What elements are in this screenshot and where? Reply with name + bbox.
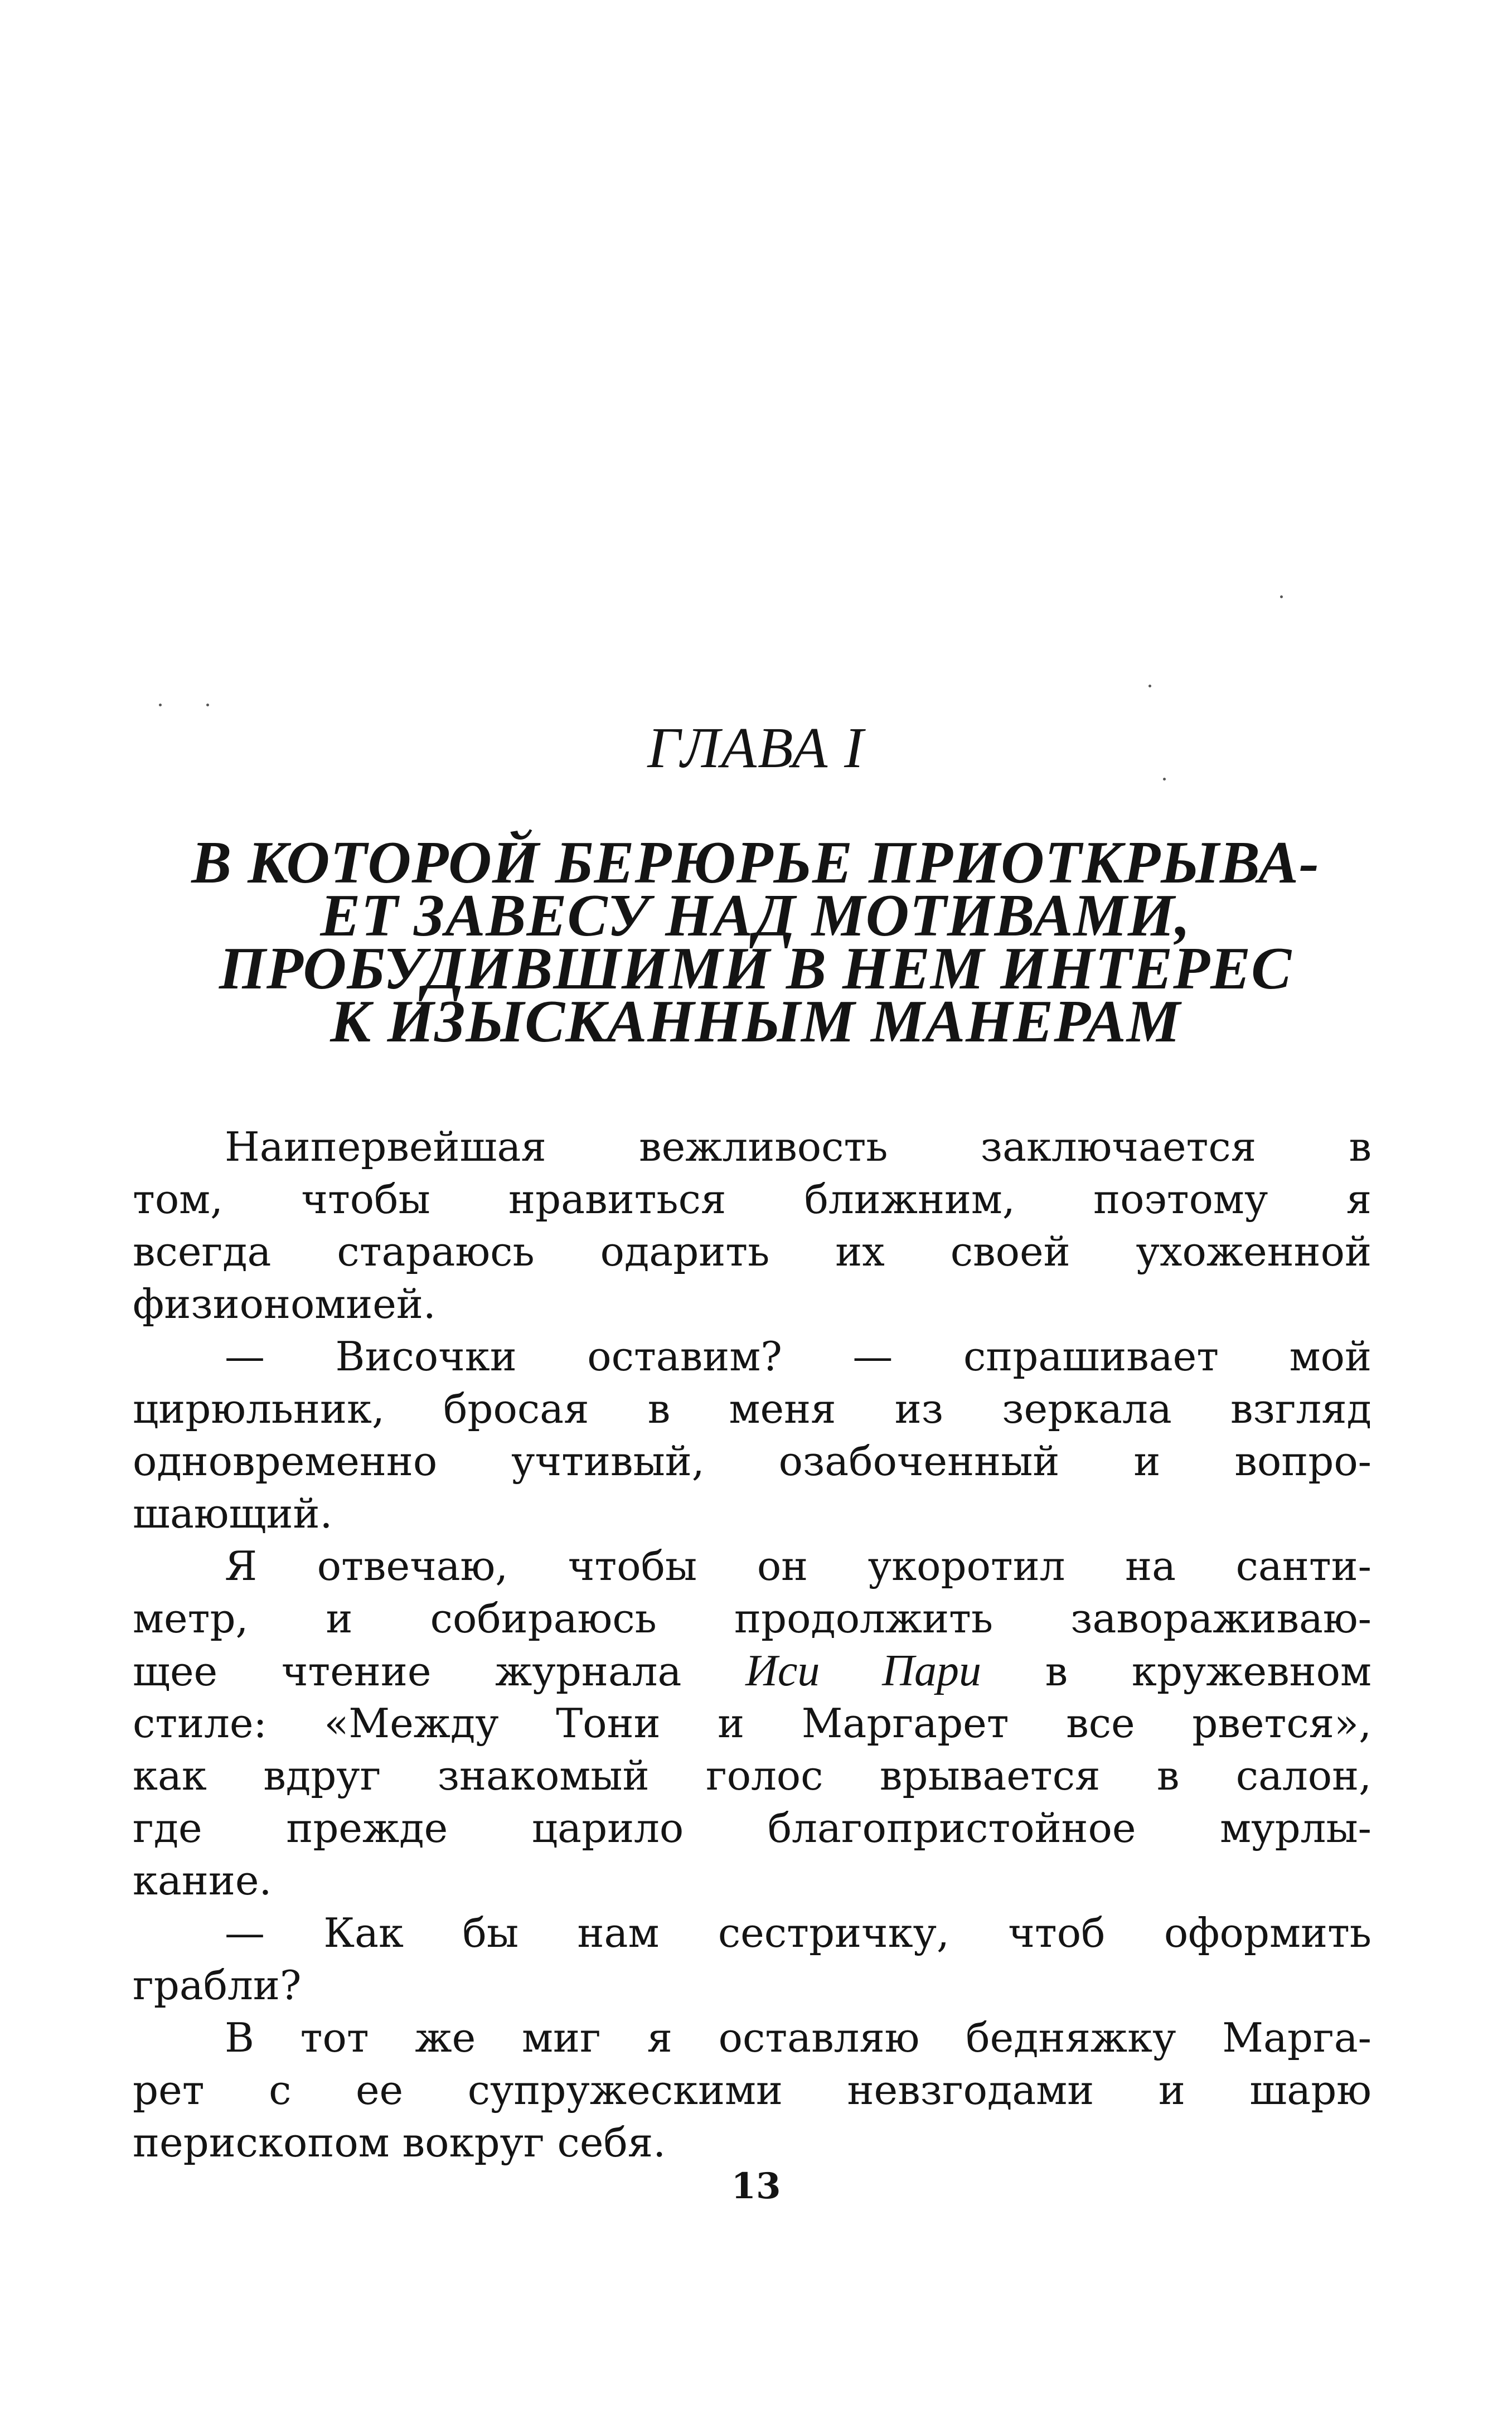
text-line: Я отвечаю, чтобы он укоротил на санти- (225, 1543, 1372, 1589)
text-line: перископом вокруг себя. (133, 2119, 666, 2166)
chapter-title-line: В КОТОРОЙ БЕРЮРЬЕ ПРИОТКРЫВА- (191, 830, 1320, 896)
page-number: 13 (731, 2165, 781, 2207)
print-speck (1280, 595, 1283, 598)
text-line: как вдруг знакомый голос врывается в салон, (133, 1752, 1372, 1799)
text-line: — Как бы нам сестричку, чтоб оформить (225, 1909, 1372, 1956)
text-line: метр, и собираюсь продолжить завораживаю- (133, 1595, 1372, 1642)
text-fragment: в кружевном (1045, 1648, 1372, 1695)
print-speck (206, 704, 209, 706)
chapter-title-line: ЕТ ЗАВЕСУ НАД МОТИВАМИ, (320, 883, 1191, 949)
text-line: одновременно учтивый, озабоченный и вопро- (133, 1438, 1372, 1485)
print-speck (159, 704, 162, 706)
text-line: том, чтобы нравиться ближним, поэтому я (133, 1176, 1372, 1223)
text-line: где прежде царило благопристойное мурлы- (133, 1805, 1372, 1851)
text-line-with-italic (133, 1645, 1372, 1697)
text-line: — Височки оставим? — спрашивает мой (225, 1333, 1372, 1380)
chapter-title-line: К ИЗЫСКАННЫМ МАНЕРАМ (330, 988, 1181, 1055)
chapter-label: ГЛАВА I (647, 716, 865, 780)
text-line: рет с ее супружескими невзгодами и шарю (133, 2067, 1372, 2114)
body-text (133, 1121, 1372, 2169)
text-line: физиономией. (133, 1281, 436, 1327)
print-speck (1148, 685, 1151, 687)
chapter-title (134, 830, 1377, 1055)
text-line: всегда стараюсь одарить их своей ухоженной (133, 1228, 1372, 1275)
chapter-title-line: ПРОБУДИВШИМИ В НЕМ ИНТЕРЕС (219, 935, 1292, 1002)
text-line: цирюльник, бросая в меня из зеркала взгляд (133, 1385, 1372, 1432)
magazine-title: Иси Пари (745, 1646, 981, 1695)
text-line: шающий. (133, 1490, 333, 1537)
text-fragment: щее чтение журнала (133, 1648, 682, 1695)
text-line: В тот же миг я оставляю бедняжку Марга- (225, 2014, 1372, 2061)
text-line: стиле: «Между Тони и Маргарет все рвется», (133, 1700, 1372, 1747)
text-line: грабли? (133, 1962, 302, 2009)
text-line: Наипервейшая вежливость заключается в (225, 1123, 1372, 1170)
text-line: кание. (133, 1857, 272, 1904)
print-speck (1163, 778, 1166, 781)
